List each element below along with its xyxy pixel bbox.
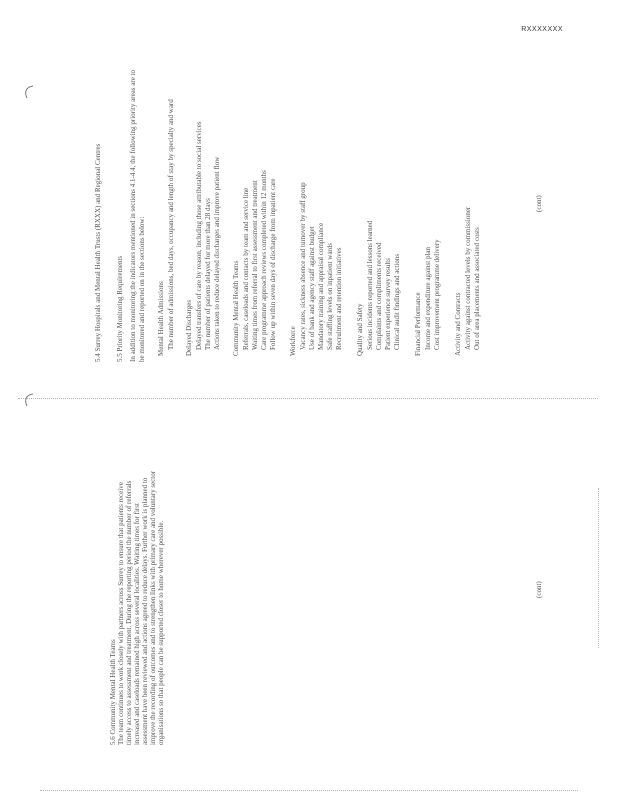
binding-mark-icon	[20, 392, 36, 408]
bottom-page-number: (cont)	[535, 581, 543, 598]
group-item: Complaints and compliments received	[375, 242, 383, 350]
group-item: Clinical audit findings and actions	[393, 253, 401, 350]
top-intro-line: In addition to monitoring the indicators mentioned in sections 4.1-4.4, the following priority areas are to	[129, 70, 137, 362]
group-item: Referrals, caseloads and contacts by team and service line	[242, 187, 250, 350]
group-item: Follow up within seven days of discharge from inpatient care	[269, 178, 277, 350]
group-item: Delayed transfers of care by reason, including those attributable to social services	[195, 121, 203, 350]
group-item: Cost improvement programme delivery	[433, 239, 441, 350]
group-item: The number of admissions, bed days, occupancy and length of stay by specialty and ward	[167, 99, 175, 350]
group-item: Patient experience survey results	[384, 258, 392, 350]
bottom-paragraph-line: organisations so that people can be supported closer to home wherever possible.	[157, 520, 165, 745]
group-item: Activity against contracted levels by commissioner	[464, 206, 472, 350]
document-reference-code: RXXXXXXX	[521, 26, 563, 33]
group-item: Waiting times from referral to first assessment and treatment	[251, 180, 259, 350]
bottom-paragraph-line: increased and caseloads remained high across several localities. Waiting times for first	[133, 503, 141, 745]
group-title: Mental Health Admissions	[157, 281, 165, 356]
top-section-heading: 5.4 Surrey Hospitals and Mental Health Trusts (RXXX) and Regional Centres	[94, 143, 102, 362]
group-item: The number of patients delayed for more than 28 days	[204, 198, 212, 350]
group-item: Serious incidents reported and lessons learned	[366, 220, 374, 350]
top-subheading: 5.5 Priority Monitoring Requirements	[116, 255, 124, 362]
bottom-page-edge	[40, 790, 578, 791]
group-item: Vacancy rates, sickness absence and turnover by staff group	[299, 182, 307, 350]
bottom-page-margin-line	[598, 488, 599, 648]
group-item: Care programme approach reviews completed within 12 months	[260, 170, 268, 350]
bottom-section-heading: 5.6 Community Mental Health Teams	[109, 639, 117, 745]
group-title: Community Mental Health Teams	[232, 260, 240, 356]
group-item: Actions taken to reduce delayed discharges and improve patient flow	[213, 156, 221, 350]
group-item: Mandatory training and appraisal compliance	[317, 222, 325, 350]
group-item: Safe staffing levels on inpatient wards	[326, 243, 334, 350]
group-item: Use of bank and agency staff against budget	[308, 226, 316, 350]
top-intro-line: be monitored and reported on in the sections below:	[138, 216, 146, 362]
group-title: Delayed Discharges	[185, 299, 193, 356]
group-item: Recruitment and retention initiatives	[335, 247, 343, 350]
group-title: Activity and Contracts	[454, 292, 462, 356]
binding-mark-icon	[20, 84, 36, 100]
group-title: Financial Performance	[414, 292, 422, 356]
top-page-number: (cont)	[535, 195, 543, 212]
bottom-paragraph-line: The team continues to work closely with partners across Surrey to ensure that patients receive	[117, 482, 125, 745]
page-divider	[18, 398, 598, 399]
group-title: Quality and Safety	[356, 303, 364, 356]
group-item: Income and expenditure against plan	[424, 246, 432, 350]
group-item: Out of area placements and associated costs	[473, 227, 481, 350]
bottom-paragraph-line: assessment have been reviewed and actions agreed to reduce delays. Further work is planned to	[141, 477, 149, 745]
bottom-paragraph-line: improve the recording of outcomes and to strengthen links with primary care and voluntary sector	[149, 470, 157, 745]
bottom-paragraph-line: timely access to assessment and treatment. During the reporting period the number of referrals	[125, 480, 133, 745]
group-title: Workforce	[289, 326, 297, 356]
